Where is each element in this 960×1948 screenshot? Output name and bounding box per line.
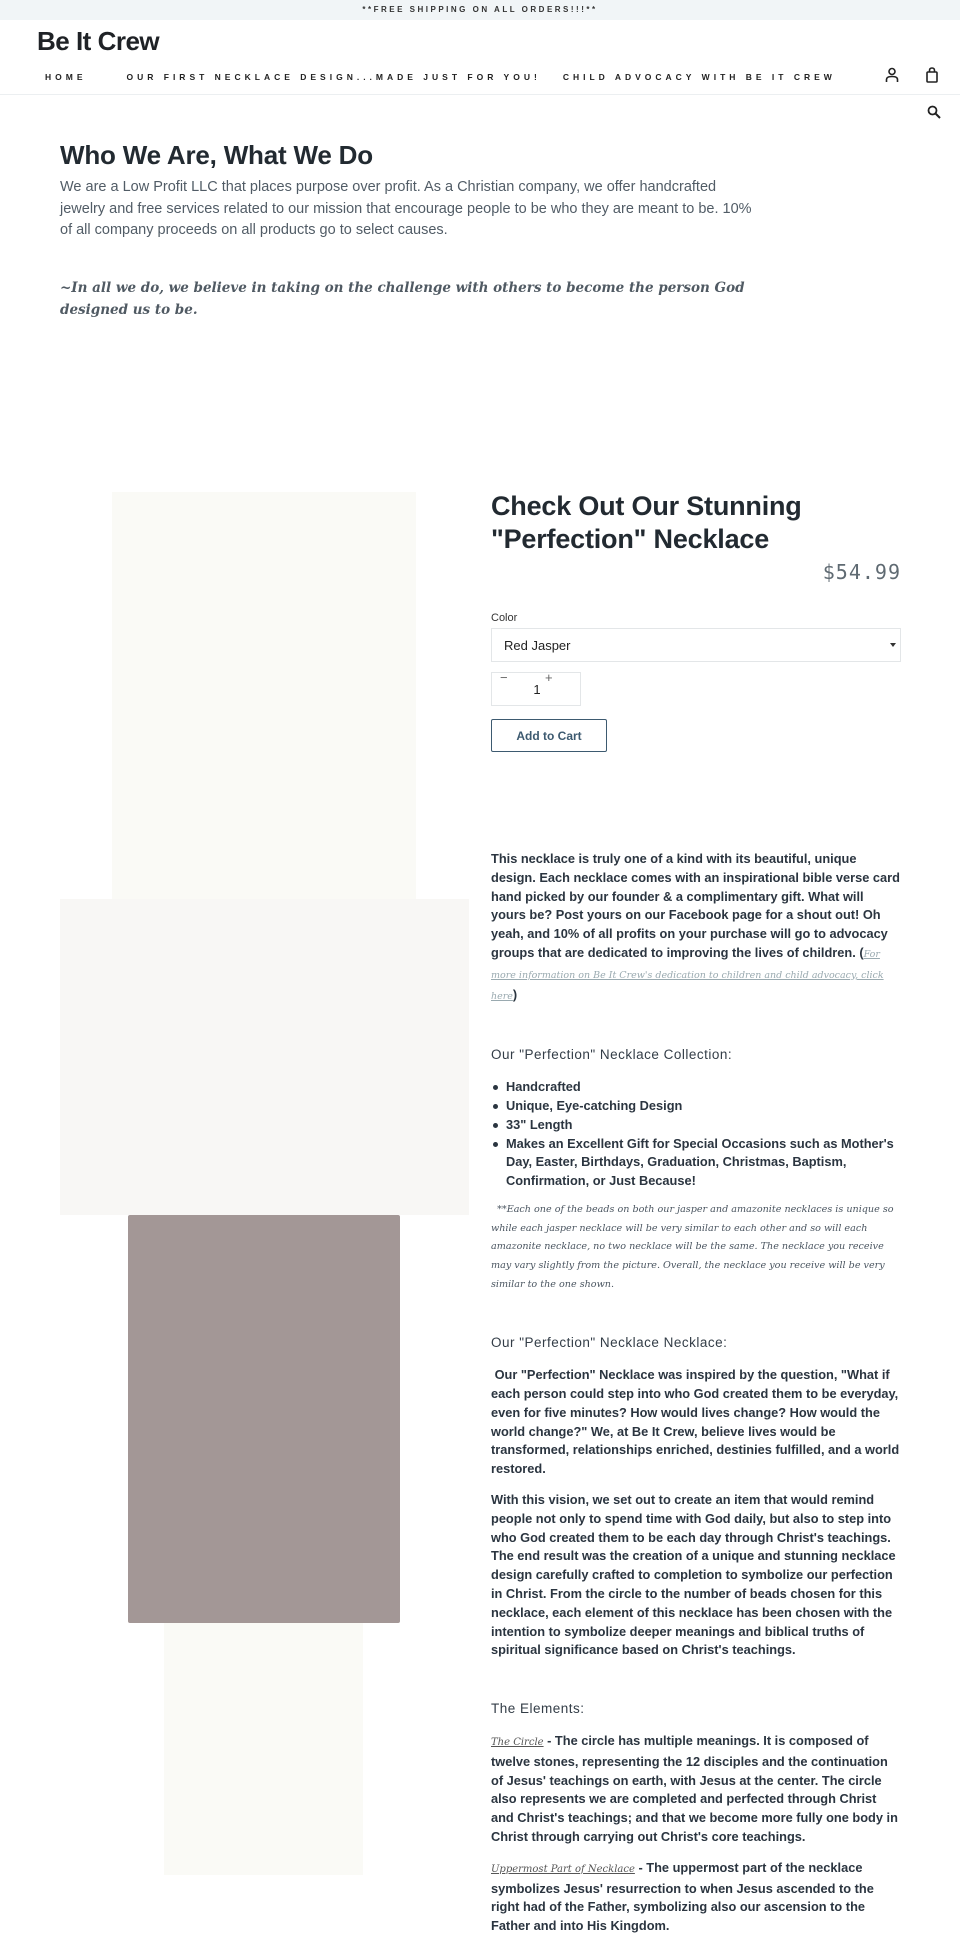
search-button[interactable] — [924, 102, 944, 122]
product-image-1[interactable] — [112, 492, 416, 899]
quantity-stepper[interactable] — [491, 672, 581, 706]
element-circle-text: - The circle has multiple meanings. It is composed of twelve stones, representing the 12 disciples and the continuation of Jesus' teachings on earth, with Jesus at the center. The circle also represents we are completed and perfected through Christ and Christ's teachings; and that we become more fully one body in Christ through carrying out Christ's core teachings. — [491, 1733, 898, 1844]
list-item: Handcrafted — [491, 1078, 901, 1097]
story-paragraph-2: With this vision, we set out to create an item that would remind people not only to spend time with God daily, but also to step into who God created them to be each day through Christ's teachings. The end result was the creation of a unique and stunning necklace design carefully crafted to completion to symbolize our perfection in Christ. From the circle to the number of beads chosen for this necklace, each element of this necklace has been chosen with the intention to symbolize deeper meanings and biblical truths of spiritual significance based on Christ's teachings. — [491, 1492, 896, 1658]
description-intro-text: This necklace is truly one of a kind with its beautiful, unique design. Each necklace comes with an inspirational bible verse card hand picked by our founder & a complimentary gift. What will yours be? Post yours on our Facebook page for a shout out! Oh yeah, and 10% of all profits on your purchase will go to advocacy groups that are dedicated to improving the lives of children. ( — [491, 851, 900, 960]
child-advocacy-link[interactable]: For more information on Be It Crew's dedication to children and child advocacy, click here — [491, 948, 884, 1002]
shopping-bag-icon — [926, 67, 938, 83]
user-icon — [885, 67, 899, 83]
element-circle-link[interactable]: The Circle — [491, 1737, 544, 1749]
list-item: 33" Length — [491, 1116, 901, 1135]
product-form — [491, 490, 901, 752]
nav-necklace-design[interactable]: OUR FIRST NECKLACE DESIGN...MADE JUST FOR YOU! — [126, 72, 541, 82]
nav-child-advocacy[interactable]: CHILD ADVOCACY WITH BE IT CREW — [562, 72, 836, 82]
elements-heading: The Elements: — [491, 1701, 585, 1717]
quantity-decrease-button[interactable]: − — [500, 670, 508, 685]
cart-button[interactable] — [922, 65, 942, 85]
nav-home[interactable]: HOME — [45, 72, 87, 82]
story-paragraph-1: Our "Perfection" Necklace was inspired by the question, "What if each person could step into who God created them to be everyday, even for five minutes? How would lives change? How would the world change?" We, at Be It Crew, believe lives would be transformed, relationships enriched, destinies fulfilled, and a world restored. — [491, 1367, 903, 1477]
quantity-increase-button[interactable]: + — [545, 670, 553, 685]
collection-heading: Our "Perfection" Necklace Collection: — [491, 1047, 733, 1063]
description-intro-end: ) — [512, 986, 518, 1002]
bead-variation-note: **Each one of the beads on both our jasper and amazonite necklaces is unique so while each jasper necklace will be very similar to each other and so will each amazonite necklace, no two necklace will be the same. The necklace you receive may vary slightly from the picture. Overall, the necklace you receive will be very similar to the one shown. — [491, 1203, 897, 1290]
site-logo[interactable]: Be It Crew — [37, 26, 160, 56]
collection-list — [491, 1078, 901, 1191]
color-label: Color — [491, 612, 518, 624]
color-selected-value: Red Jasper — [504, 637, 571, 653]
add-to-cart-button[interactable]: Add to Cart — [491, 719, 607, 752]
list-item: Makes an Excellent Gift for Special Occasions such as Mother's Day, Easter, Birthdays, Graduation, Christmas, Baptism, Confirmation, or Just Because! — [491, 1135, 901, 1191]
element-uppermost-link[interactable]: Uppermost Part of Necklace — [491, 1863, 635, 1875]
about-section — [60, 140, 760, 321]
main-nav — [45, 72, 836, 82]
product-title: Check Out Our Stunning "Perfection" Necklace — [491, 491, 802, 554]
element-circle — [491, 1732, 901, 1847]
site-header — [0, 20, 960, 95]
product-image-3[interactable] — [128, 1215, 400, 1623]
element-uppermost-text: - The uppermost part of the necklace symbolizes Jesus' resurrection to when Jesus ascended to the right had of the Father, symbolizing also our ascension to the Father and into His Kingdom. — [491, 1859, 874, 1934]
about-quote: ~In all we do, we believe in taking on the challenge with others to become the person God designed us to be. — [60, 279, 745, 318]
list-item: Unique, Eye-catching Design — [491, 1097, 901, 1116]
product-image-2[interactable] — [60, 899, 469, 1215]
product-price: $54.99 — [822, 560, 901, 584]
description-intro — [491, 850, 901, 1006]
quantity-input[interactable]: 1 — [533, 682, 541, 697]
search-icon — [927, 105, 941, 119]
element-uppermost — [491, 1859, 901, 1936]
product-description — [491, 850, 901, 1948]
account-button[interactable] — [882, 65, 902, 85]
chevron-down-icon — [890, 643, 896, 647]
product-image-4[interactable] — [164, 1623, 363, 1875]
about-title: Who We Are, What We Do — [60, 140, 373, 170]
about-text: We are a Low Profit LLC that places purpose over profit. As a Christian company, we offer handcrafted jewelry and free services related to our mission that encourage people to be who they are meant to be. 10% of all company proceeds on all products go to select causes. — [60, 179, 752, 238]
color-select[interactable] — [491, 628, 901, 662]
story-heading: Our "Perfection" Necklace Necklace: — [491, 1335, 728, 1351]
announcement-bar: **FREE SHIPPING ON ALL ORDERS!!!** — [0, 0, 960, 20]
